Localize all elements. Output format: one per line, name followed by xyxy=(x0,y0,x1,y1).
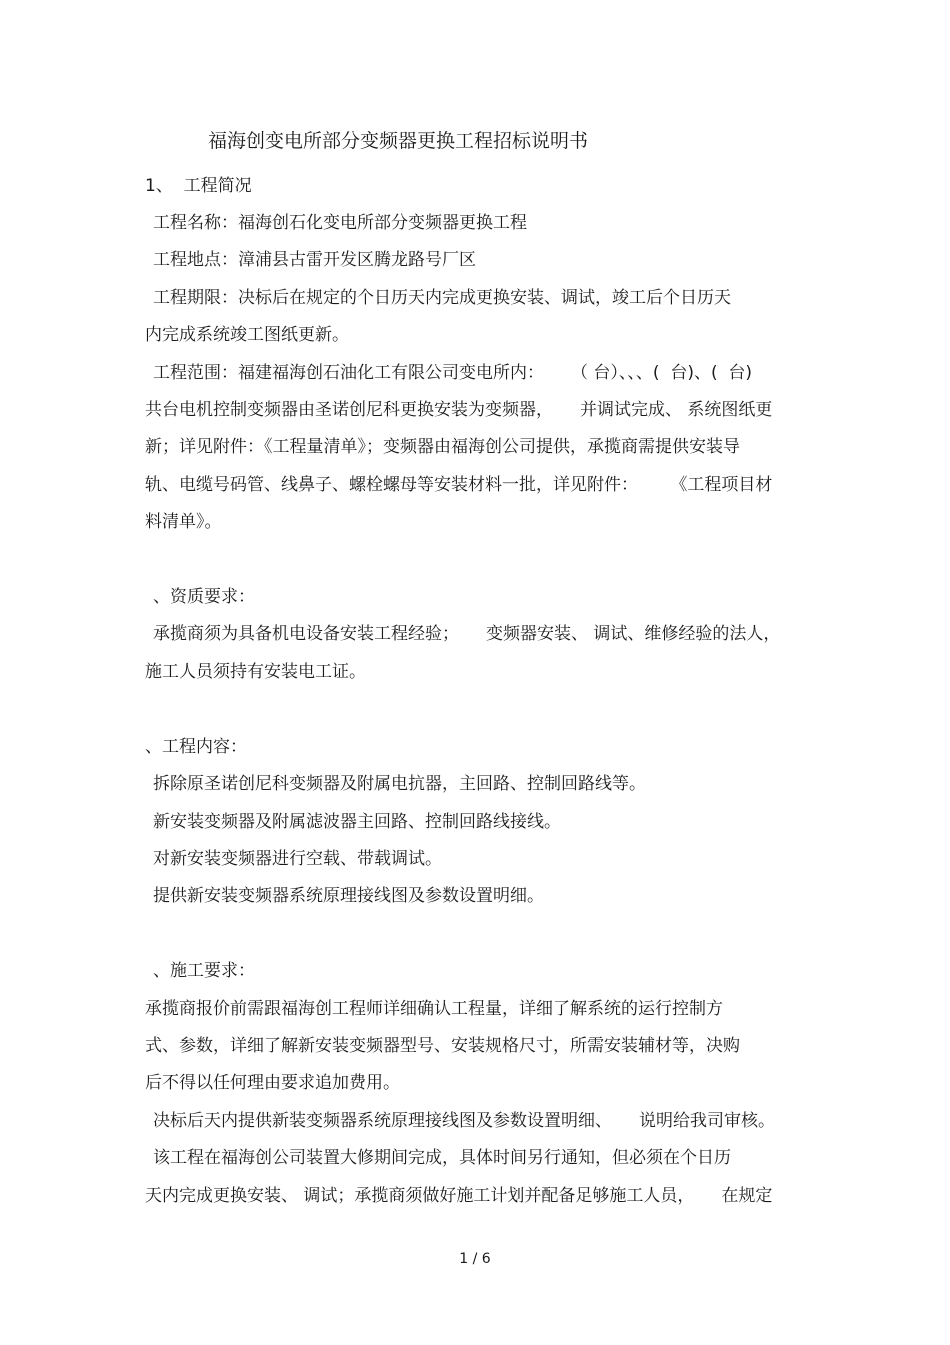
content-item-2: 新安装变频器及附属滤波器主回路、控制回路线接线。 xyxy=(153,812,561,832)
qualification-line: 承揽商须为具备机电设备安装工程经验； 变频器安装、 调试、维修经验的法人， xyxy=(153,624,781,644)
content-item-4: 提供新安装变频器系统原理接线图及参数设置明细。 xyxy=(153,886,544,906)
section-heading-requirements: 、施工要求： xyxy=(153,961,255,981)
requirement-line-6: 天内完成更换安装、 调试；承揽商须做好施工计划并配备足够施工人员， 在规定 xyxy=(145,1186,773,1206)
project-scope-line-2: 共台电机控制变频器由圣诺创尼科更换安装为变频器， 并调试完成、 系统图纸更 xyxy=(145,400,773,420)
content-item-1: 拆除原圣诺创尼科变频器及附属电抗器，主回路、控制回路线等。 xyxy=(153,774,646,794)
requirement-line-5: 该工程在福海创公司装置大修期间完成，具体时间另行通知，但必须在个日历 xyxy=(153,1148,731,1168)
project-location-line: 工程地点：漳浦县古雷开发区腾龙路号厂区 xyxy=(153,250,476,270)
project-scope-line-4: 轨、电缆号码管、线鼻子、螺栓螺母等安装材料一批，详见附件： 《工程项目材 xyxy=(145,475,773,495)
qualification-line-2: 施工人员须持有安装电工证。 xyxy=(145,662,366,682)
project-period-line-cont: 内完成系统竣工图纸更新。 xyxy=(145,325,349,345)
requirement-line-4: 决标后天内提供新装变频器系统原理接线图及参数设置明细、 说明给我司审核。 xyxy=(153,1111,776,1131)
project-scope-line-5: 料清单》。 xyxy=(145,512,222,532)
content-item-3: 对新安装变频器进行空载、带载调试。 xyxy=(153,849,442,869)
document-title: 福海创变电所部分变频器更换工程招标说明书 xyxy=(208,130,589,152)
project-period-line: 工程期限：决标后在规定的个日历天内完成更换安装、调试，竣工后个日历天 xyxy=(153,288,731,308)
page-indicator: 1 / 6 xyxy=(459,1251,491,1267)
requirement-line-3: 后不得以任何理由要求追加费用。 xyxy=(145,1073,400,1093)
section-heading-content: 、工程内容： xyxy=(145,737,247,757)
requirement-line-2: 式、参数，详细了解新安装变频器型号、安装规格尺寸，所需安装辅材等，决购 xyxy=(145,1036,740,1056)
project-scope-line-3: 新；详见附件：《工程量清单》；变频器由福海创公司提供，承揽商需提供安装导 xyxy=(145,437,740,457)
project-name-line: 工程名称：福海创石化变电所部分变频器更换工程 xyxy=(153,213,527,233)
section-heading-overview: 1、 工程简况 xyxy=(145,176,252,196)
section-heading-qualification: 、资质要求： xyxy=(153,587,255,607)
requirement-line-1: 承揽商报价前需跟福海创工程师详细确认工程量，详细了解系统的运行控制方 xyxy=(145,999,723,1019)
project-scope-line: 工程范围：福建福海创石油化工有限公司变电所内： （ 台）、、、( 台)、( 台) xyxy=(153,363,753,383)
